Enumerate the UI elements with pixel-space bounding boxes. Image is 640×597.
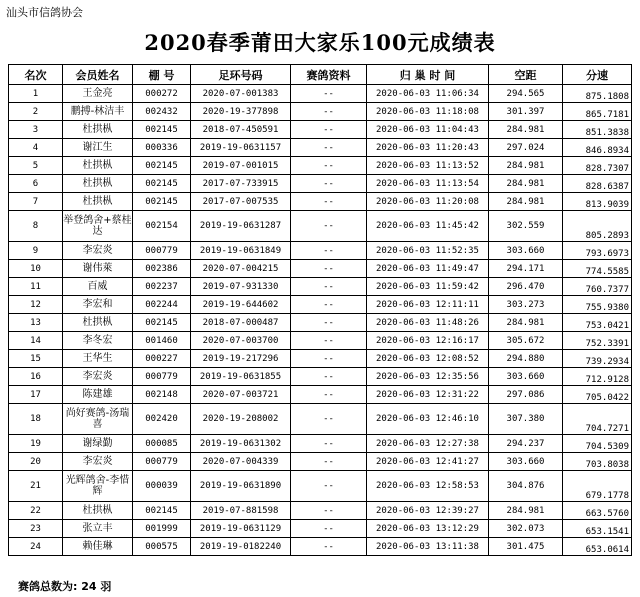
loft-cell: 000575	[133, 538, 191, 556]
rank-cell: 11	[9, 278, 63, 296]
speed-cell: 828.7307	[563, 157, 632, 175]
loft-cell: 000779	[133, 242, 191, 260]
speed-cell: 813.9039	[563, 193, 632, 211]
speed-cell: 851.3838	[563, 121, 632, 139]
table-row	[9, 260, 632, 278]
arrival-time-cell: 2020-06-03 12:31:22	[367, 386, 489, 404]
rank-cell: 3	[9, 121, 63, 139]
table-row	[9, 139, 632, 157]
table-row	[9, 520, 632, 538]
ring-cell: 2019-07-931330	[191, 278, 291, 296]
ring-cell: 2019-19-0631157	[191, 139, 291, 157]
rank-cell: 21	[9, 471, 63, 502]
col-distance-header: 空距	[489, 65, 563, 85]
arrival-time-cell: 2020-06-03 11:04:43	[367, 121, 489, 139]
member-name-cell: 李宏炎	[63, 368, 133, 386]
arrival-time-cell: 2020-06-03 12:11:11	[367, 296, 489, 314]
rank-cell: 20	[9, 453, 63, 471]
member-name-cell: 李宏和	[63, 296, 133, 314]
table-row	[9, 386, 632, 404]
speed-cell: 846.8934	[563, 139, 632, 157]
loft-cell: 000779	[133, 453, 191, 471]
col-speed-header: 分速	[563, 65, 632, 85]
loft-cell: 002148	[133, 386, 191, 404]
ring-cell: 2020-07-004339	[191, 453, 291, 471]
info-cell: --	[291, 435, 367, 453]
loft-cell: 000336	[133, 139, 191, 157]
info-cell: --	[291, 538, 367, 556]
rank-cell: 13	[9, 314, 63, 332]
ring-cell: 2019-19-0631849	[191, 242, 291, 260]
info-cell: --	[291, 157, 367, 175]
table-row	[9, 193, 632, 211]
info-cell: --	[291, 350, 367, 368]
distance-cell: 284.981	[489, 121, 563, 139]
arrival-time-cell: 2020-06-03 11:52:35	[367, 242, 489, 260]
distance-cell: 305.672	[489, 332, 563, 350]
table-row	[9, 435, 632, 453]
distance-cell: 284.981	[489, 175, 563, 193]
loft-cell: 002420	[133, 404, 191, 435]
info-cell: --	[291, 332, 367, 350]
ring-cell: 2019-07-881598	[191, 502, 291, 520]
info-cell: --	[291, 368, 367, 386]
arrival-time-cell: 2020-06-03 11:48:26	[367, 314, 489, 332]
distance-cell: 284.981	[489, 193, 563, 211]
ring-cell: 2020-07-001383	[191, 85, 291, 103]
speed-cell: 663.5760	[563, 502, 632, 520]
info-cell: --	[291, 139, 367, 157]
speed-cell: 805.2893	[563, 211, 632, 242]
table-row	[9, 157, 632, 175]
table-row	[9, 332, 632, 350]
loft-cell: 000039	[133, 471, 191, 502]
info-cell: --	[291, 471, 367, 502]
info-cell: --	[291, 314, 367, 332]
table-row	[9, 471, 632, 502]
distance-cell: 307.380	[489, 404, 563, 435]
info-cell: --	[291, 520, 367, 538]
member-name-cell: 李宏炎	[63, 242, 133, 260]
rank-cell: 10	[9, 260, 63, 278]
ring-cell: 2019-19-644602	[191, 296, 291, 314]
speed-cell: 679.1778	[563, 471, 632, 502]
arrival-time-cell: 2020-06-03 12:35:56	[367, 368, 489, 386]
member-name-cell: 陈建雄	[63, 386, 133, 404]
loft-cell: 000227	[133, 350, 191, 368]
member-name-cell: 王华生	[63, 350, 133, 368]
table-row	[9, 314, 632, 332]
rank-cell: 8	[9, 211, 63, 242]
arrival-time-cell: 2020-06-03 11:20:08	[367, 193, 489, 211]
speed-cell: 712.9128	[563, 368, 632, 386]
rank-cell: 15	[9, 350, 63, 368]
ring-cell: 2019-19-0631302	[191, 435, 291, 453]
rank-cell: 17	[9, 386, 63, 404]
arrival-time-cell: 2020-06-03 11:13:52	[367, 157, 489, 175]
member-name-cell: 王金亮	[63, 85, 133, 103]
ring-cell: 2017-07-733915	[191, 175, 291, 193]
distance-cell: 302.559	[489, 211, 563, 242]
member-name-cell: 李宏炎	[63, 453, 133, 471]
speed-cell: 739.2934	[563, 350, 632, 368]
distance-cell: 294.880	[489, 350, 563, 368]
ring-cell: 2020-07-004215	[191, 260, 291, 278]
member-name-cell: 李冬宏	[63, 332, 133, 350]
table-row	[9, 278, 632, 296]
member-name-cell: 张立丰	[63, 520, 133, 538]
member-name-cell: 杜拱枞	[63, 175, 133, 193]
speed-cell: 793.6973	[563, 242, 632, 260]
member-name-cell: 尚好赛鸽-汤瑞喜	[63, 404, 133, 435]
col-ring-header: 足环号码	[191, 65, 291, 85]
loft-cell: 001460	[133, 332, 191, 350]
table-row	[9, 368, 632, 386]
speed-cell: 755.9380	[563, 296, 632, 314]
loft-cell: 002145	[133, 193, 191, 211]
rank-cell: 9	[9, 242, 63, 260]
arrival-time-cell: 2020-06-03 12:58:53	[367, 471, 489, 502]
info-cell: --	[291, 103, 367, 121]
member-name-cell: 杜拱枞	[63, 193, 133, 211]
speed-cell: 875.1808	[563, 85, 632, 103]
rank-cell: 5	[9, 157, 63, 175]
loft-cell: 000272	[133, 85, 191, 103]
loft-cell: 002154	[133, 211, 191, 242]
loft-cell: 002237	[133, 278, 191, 296]
arrival-time-cell: 2020-06-03 11:20:43	[367, 139, 489, 157]
table-row	[9, 296, 632, 314]
col-info-header: 赛鸽资料	[291, 65, 367, 85]
info-cell: --	[291, 211, 367, 242]
arrival-time-cell: 2020-06-03 12:39:27	[367, 502, 489, 520]
results-table	[8, 64, 632, 556]
col-loft-header: 棚 号	[133, 65, 191, 85]
distance-cell: 301.397	[489, 103, 563, 121]
info-cell: --	[291, 260, 367, 278]
ring-cell: 2020-19-208002	[191, 404, 291, 435]
arrival-time-cell: 2020-06-03 12:27:38	[367, 435, 489, 453]
loft-cell: 002145	[133, 314, 191, 332]
loft-cell: 002145	[133, 157, 191, 175]
ring-cell: 2020-07-003700	[191, 332, 291, 350]
distance-cell: 297.024	[489, 139, 563, 157]
speed-cell: 828.6387	[563, 175, 632, 193]
loft-cell: 002145	[133, 502, 191, 520]
info-cell: --	[291, 85, 367, 103]
rank-cell: 19	[9, 435, 63, 453]
loft-cell: 002145	[133, 121, 191, 139]
speed-cell: 704.7271	[563, 404, 632, 435]
member-name-cell: 举登鸽舍+蔡桂达	[63, 211, 133, 242]
table-row	[9, 211, 632, 242]
member-name-cell: 谢绿勤	[63, 435, 133, 453]
distance-cell: 284.981	[489, 502, 563, 520]
loft-cell: 002244	[133, 296, 191, 314]
rank-cell: 23	[9, 520, 63, 538]
table-row	[9, 103, 632, 121]
member-name-cell: 杜拱枞	[63, 121, 133, 139]
distance-cell: 303.660	[489, 368, 563, 386]
rank-cell: 16	[9, 368, 63, 386]
table-row	[9, 121, 632, 139]
member-name-cell: 杜拱枞	[63, 314, 133, 332]
loft-cell: 000085	[133, 435, 191, 453]
speed-cell: 704.5309	[563, 435, 632, 453]
table-row	[9, 175, 632, 193]
arrival-time-cell: 2020-06-03 11:49:47	[367, 260, 489, 278]
member-name-cell: 杜拱枞	[63, 502, 133, 520]
arrival-time-cell: 2020-06-03 11:06:34	[367, 85, 489, 103]
member-name-cell: 谢伟萊	[63, 260, 133, 278]
arrival-time-cell: 2020-06-03 11:13:54	[367, 175, 489, 193]
info-cell: --	[291, 175, 367, 193]
distance-cell: 303.660	[489, 453, 563, 471]
col-time-header: 归 巢 时 间	[367, 65, 489, 85]
ring-cell: 2018-07-000487	[191, 314, 291, 332]
col-member-header: 会员姓名	[63, 65, 133, 85]
distance-cell: 302.073	[489, 520, 563, 538]
ring-cell: 2018-07-450591	[191, 121, 291, 139]
speed-cell: 752.3391	[563, 332, 632, 350]
ring-cell: 2020-07-003721	[191, 386, 291, 404]
info-cell: --	[291, 193, 367, 211]
info-cell: --	[291, 121, 367, 139]
ring-cell: 2019-19-0182240	[191, 538, 291, 556]
table-row	[9, 350, 632, 368]
rank-cell: 1	[9, 85, 63, 103]
table-row	[9, 404, 632, 435]
ring-cell: 2020-19-377898	[191, 103, 291, 121]
rank-cell: 7	[9, 193, 63, 211]
info-cell: --	[291, 453, 367, 471]
table-row	[9, 242, 632, 260]
member-name-cell: 百威	[63, 278, 133, 296]
col-rank-header: 名次	[9, 65, 63, 85]
ring-cell: 2019-19-217296	[191, 350, 291, 368]
loft-cell: 002432	[133, 103, 191, 121]
loft-cell: 001999	[133, 520, 191, 538]
organization-name: 汕头市信鸽协会	[6, 6, 83, 19]
info-cell: --	[291, 404, 367, 435]
ring-cell: 2019-07-001015	[191, 157, 291, 175]
speed-cell: 753.0421	[563, 314, 632, 332]
speed-cell: 774.5585	[563, 260, 632, 278]
speed-cell: 705.0422	[563, 386, 632, 404]
rank-cell: 24	[9, 538, 63, 556]
arrival-time-cell: 2020-06-03 11:59:42	[367, 278, 489, 296]
page-title: 2020春季莆田大家乐100元成绩表	[144, 30, 496, 55]
info-cell: --	[291, 242, 367, 260]
distance-cell: 303.273	[489, 296, 563, 314]
rank-cell: 22	[9, 502, 63, 520]
rank-cell: 4	[9, 139, 63, 157]
total-count: 赛鸽总数为: 24 羽	[18, 580, 112, 593]
rank-cell: 14	[9, 332, 63, 350]
distance-cell: 301.475	[489, 538, 563, 556]
ring-cell: 2019-19-0631287	[191, 211, 291, 242]
rank-cell: 12	[9, 296, 63, 314]
table-row	[9, 538, 632, 556]
arrival-time-cell: 2020-06-03 13:11:38	[367, 538, 489, 556]
loft-cell: 000779	[133, 368, 191, 386]
arrival-time-cell: 2020-06-03 11:45:42	[367, 211, 489, 242]
table-row	[9, 453, 632, 471]
distance-cell: 284.981	[489, 314, 563, 332]
distance-cell: 296.470	[489, 278, 563, 296]
distance-cell: 294.565	[489, 85, 563, 103]
speed-cell: 653.1541	[563, 520, 632, 538]
rank-cell: 6	[9, 175, 63, 193]
arrival-time-cell: 2020-06-03 12:08:52	[367, 350, 489, 368]
speed-cell: 865.7181	[563, 103, 632, 121]
arrival-time-cell: 2020-06-03 12:41:27	[367, 453, 489, 471]
ring-cell: 2017-07-007535	[191, 193, 291, 211]
distance-cell: 294.171	[489, 260, 563, 278]
ring-cell: 2019-19-0631855	[191, 368, 291, 386]
info-cell: --	[291, 502, 367, 520]
loft-cell: 002386	[133, 260, 191, 278]
speed-cell: 653.0614	[563, 538, 632, 556]
arrival-time-cell: 2020-06-03 12:16:17	[367, 332, 489, 350]
loft-cell: 002145	[133, 175, 191, 193]
info-cell: --	[291, 296, 367, 314]
speed-cell: 760.7377	[563, 278, 632, 296]
arrival-time-cell: 2020-06-03 11:18:08	[367, 103, 489, 121]
arrival-time-cell: 2020-06-03 12:46:10	[367, 404, 489, 435]
speed-cell: 703.8038	[563, 453, 632, 471]
member-name-cell: 鹏搏-林洁丰	[63, 103, 133, 121]
table-row	[9, 502, 632, 520]
ring-cell: 2019-19-0631129	[191, 520, 291, 538]
member-name-cell: 谢江生	[63, 139, 133, 157]
distance-cell: 284.981	[489, 157, 563, 175]
info-cell: --	[291, 278, 367, 296]
member-name-cell: 杜拱枞	[63, 157, 133, 175]
arrival-time-cell: 2020-06-03 13:12:29	[367, 520, 489, 538]
distance-cell: 294.237	[489, 435, 563, 453]
table-header-row	[9, 65, 632, 85]
distance-cell: 304.876	[489, 471, 563, 502]
member-name-cell: 赖佳琳	[63, 538, 133, 556]
distance-cell: 303.660	[489, 242, 563, 260]
rank-cell: 2	[9, 103, 63, 121]
member-name-cell: 光辉鸽舍-李惜辉	[63, 471, 133, 502]
table-row	[9, 85, 632, 103]
ring-cell: 2019-19-0631890	[191, 471, 291, 502]
rank-cell: 18	[9, 404, 63, 435]
distance-cell: 297.086	[489, 386, 563, 404]
info-cell: --	[291, 386, 367, 404]
